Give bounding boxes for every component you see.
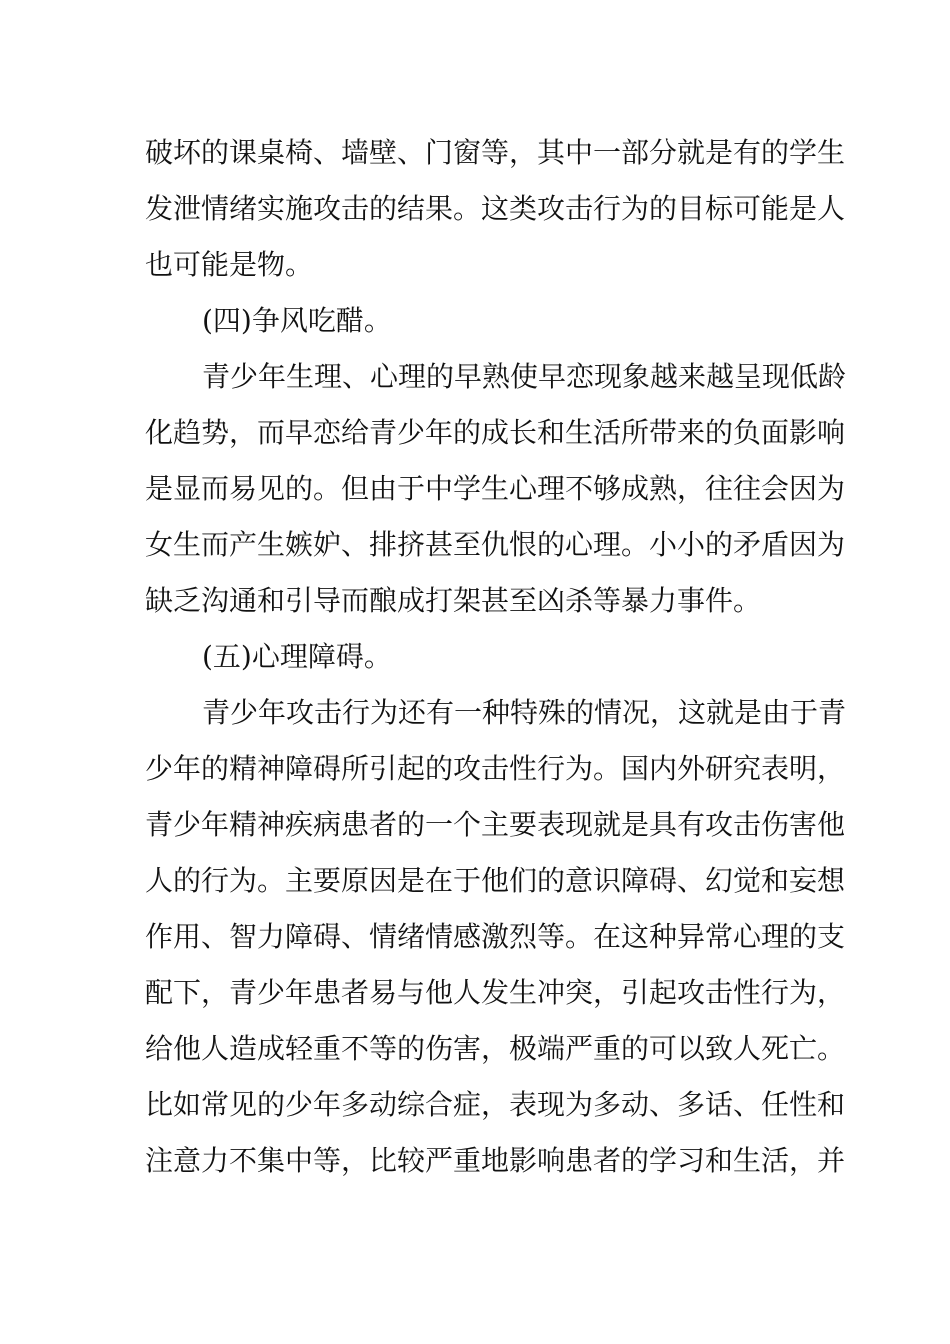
text-line-7: 是显而易见的。但由于中学生心理不够成熟，往往会因为 [145, 472, 846, 505]
text-line-8: 女生而产生嫉妒、排挤甚至仇恨的心理。小小的矛盾因为 [145, 528, 846, 561]
text-line-12: 少年的精神障碍所引起的攻击性行为。国内外研究表明， [145, 752, 846, 785]
text-line-1: 破坏的课桌椅、墙壁、门窗等，其中一部分就是有的学生 [145, 136, 846, 169]
text-line-11: 青少年攻击行为还有一种特殊的情况，这就是由于青 [202, 696, 847, 729]
text-line-3: 也可能是物。 [145, 248, 314, 281]
text-line-18: 比如常见的少年多动综合症，表现为多动、多话、任性和 [145, 1088, 846, 1121]
text-line-6: 化趋势，而早恋给青少年的成长和生活所带来的负面影响 [145, 416, 846, 449]
text-line-19: 注意力不集中等，比较严重地影响患者的学习和生活，并 [145, 1144, 846, 1177]
text-line-13: 青少年精神疾病患者的一个主要表现就是具有攻击伤害他 [145, 808, 846, 841]
text-line-14: 人的行为。主要原因是在于他们的意识障碍、幻觉和妄想 [145, 864, 846, 897]
text-line-9: 缺乏沟通和引导而酿成打架甚至凶杀等暴力事件。 [145, 584, 762, 617]
text-line-16: 配下，青少年患者易与他人发生冲突，引起攻击性行为， [145, 976, 846, 1009]
text-line-5: 青少年生理、心理的早熟使早恋现象越来越呈现低龄 [202, 360, 847, 393]
text-line-15: 作用、智力障碍、情绪情感激烈等。在这种异常心理的支 [145, 920, 846, 953]
text-line-2: 发泄情绪实施攻击的结果。这类攻击行为的目标可能是人 [145, 192, 846, 225]
section-heading-four: (四)争风吃醋。 [202, 304, 392, 337]
section-heading-five: (五)心理障碍。 [202, 640, 392, 673]
text-line-17: 给他人造成轻重不等的伤害，极端严重的可以致人死亡。 [145, 1032, 846, 1065]
